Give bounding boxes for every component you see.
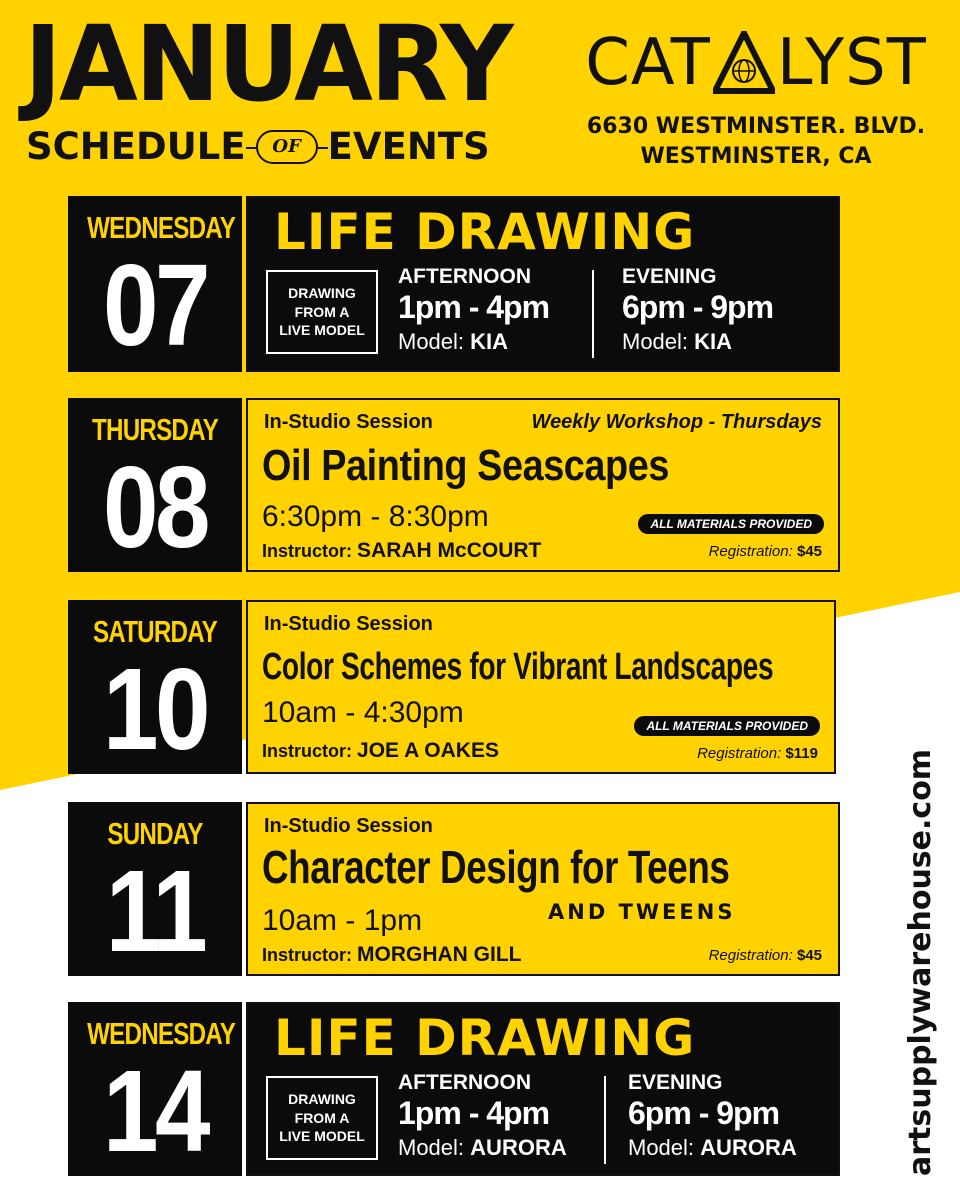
live-box-line: DRAWING <box>288 1090 356 1107</box>
date-box <box>68 802 242 976</box>
registration-amount: $119 <box>785 745 818 762</box>
day-of-week: SATURDAY <box>92 614 218 649</box>
event-title: Character Design for Teens <box>262 841 730 893</box>
date-box <box>68 600 242 774</box>
session-model <box>628 1137 797 1159</box>
session-label: EVENING <box>622 265 717 288</box>
model-label: Model: <box>398 1135 465 1160</box>
live-model-box <box>266 270 378 354</box>
address-line-1: 6630 WESTMINSTER. BLVD. <box>586 114 926 139</box>
catalyst-logo <box>570 28 942 98</box>
instructor <box>262 740 499 761</box>
instructor-label: Instructor: <box>262 741 352 761</box>
month-title: JANUARY <box>24 3 511 125</box>
live-model-box <box>266 1076 378 1160</box>
instructor-label: Instructor: <box>262 945 352 965</box>
subtitle-schedule: SCHEDULE <box>26 125 246 168</box>
day-number: 11 <box>105 846 205 976</box>
event-row <box>68 802 840 976</box>
event-row <box>68 398 840 572</box>
event-title: Oil Painting Seascapes <box>262 441 669 490</box>
registration-label: Registration: <box>708 947 793 964</box>
registration-label: Registration: <box>697 745 782 762</box>
materials-badge: ALL MATERIALS PROVIDED <box>634 716 820 736</box>
registration-price <box>709 544 822 559</box>
session-time: 6pm - 9pm <box>622 289 774 325</box>
live-box-line: DRAWING <box>288 284 356 301</box>
instructor-name: SARAH McCOURT <box>357 539 542 562</box>
schedule-subtitle <box>26 125 490 168</box>
session-divider <box>604 1076 606 1164</box>
live-box-line: FROM A <box>294 1109 350 1126</box>
date-box <box>68 398 242 572</box>
day-of-week: SUNDAY <box>107 816 203 851</box>
registration-amount: $45 <box>796 543 822 560</box>
website-url: artsupplywarehouse.com <box>903 748 938 1176</box>
model-label: Model: <box>622 329 689 354</box>
model-name: AURORA <box>700 1135 797 1160</box>
day-number: 08 <box>102 442 208 572</box>
session-label: EVENING <box>628 1071 723 1094</box>
session-divider <box>592 270 594 358</box>
date-box <box>68 196 242 372</box>
session-time: 6pm - 9pm <box>628 1095 780 1131</box>
registration-label: Registration: <box>708 543 793 560</box>
session-kicker: In-Studio Session <box>264 613 433 635</box>
instructor-label: Instructor: <box>262 541 352 561</box>
afternoon-session <box>398 266 549 353</box>
session-time: 1pm - 4pm <box>398 1095 550 1131</box>
event-row <box>68 1002 840 1176</box>
live-box-line: FROM A <box>294 303 350 320</box>
date-box <box>68 1002 242 1176</box>
instructor <box>262 944 522 965</box>
event-time: 10am - 1pm <box>262 904 423 937</box>
session-time: 1pm - 4pm <box>398 289 550 325</box>
model-label: Model: <box>398 329 465 354</box>
triangle-globe-logo-icon <box>713 31 775 95</box>
session-label: AFTERNOON <box>398 1071 531 1094</box>
of-ornament: OF <box>256 130 318 164</box>
day-of-week: THURSDAY <box>92 412 218 447</box>
subtitle-events: EVENTS <box>327 125 490 168</box>
model-label: Model: <box>628 1135 695 1160</box>
session-label: AFTERNOON <box>398 265 531 288</box>
event-time: 6:30pm - 8:30pm <box>262 500 489 533</box>
event-row <box>68 196 840 372</box>
event-card <box>246 398 840 572</box>
registration-price <box>709 948 822 963</box>
materials-badge: ALL MATERIALS PROVIDED <box>638 514 824 534</box>
event-row <box>68 600 840 774</box>
event-card <box>246 600 836 774</box>
session-kicker: In-Studio Session <box>264 815 433 837</box>
day-of-week: WEDNESDAY <box>87 1016 236 1051</box>
day-of-week: WEDNESDAY <box>87 210 236 245</box>
address-line-2: WESTMINSTER, CA <box>640 144 872 169</box>
weekly-workshop-tag: Weekly Workshop - Thursdays <box>531 411 822 433</box>
session-kicker: In-Studio Session <box>264 411 433 433</box>
live-box-line: LIVE MODEL <box>279 322 365 339</box>
brand-name-left: CAT <box>585 26 711 100</box>
event-card <box>246 196 840 372</box>
event-card <box>246 802 840 976</box>
event-title: LIFE DRAWING <box>274 1009 696 1067</box>
event-subtitle: AND TWEENS <box>548 900 736 924</box>
model-name: KIA <box>694 329 733 354</box>
event-card <box>246 1002 840 1176</box>
model-name: KIA <box>470 329 509 354</box>
day-number: 14 <box>102 1046 208 1176</box>
session-model <box>398 1137 567 1159</box>
model-name: AURORA <box>470 1135 567 1160</box>
day-number: 10 <box>102 644 208 774</box>
session-model <box>622 331 773 353</box>
registration-price <box>697 746 818 761</box>
event-title: LIFE DRAWING <box>274 203 696 261</box>
registration-amount: $45 <box>796 947 822 964</box>
event-title: Color Schemes for Vibrant Landscapes <box>262 646 774 688</box>
afternoon-session <box>398 1072 567 1159</box>
day-number: 07 <box>102 240 208 370</box>
brand-name-right: LYST <box>776 26 927 100</box>
session-model <box>398 331 549 353</box>
live-box-line: LIVE MODEL <box>279 1128 365 1145</box>
event-time: 10am - 4:30pm <box>262 696 464 729</box>
instructor-name: JOE A OAKES <box>357 739 499 762</box>
instructor <box>262 540 541 561</box>
instructor-name: MORGHAN GILL <box>357 943 522 966</box>
evening-session <box>628 1072 797 1159</box>
evening-session <box>622 266 773 353</box>
